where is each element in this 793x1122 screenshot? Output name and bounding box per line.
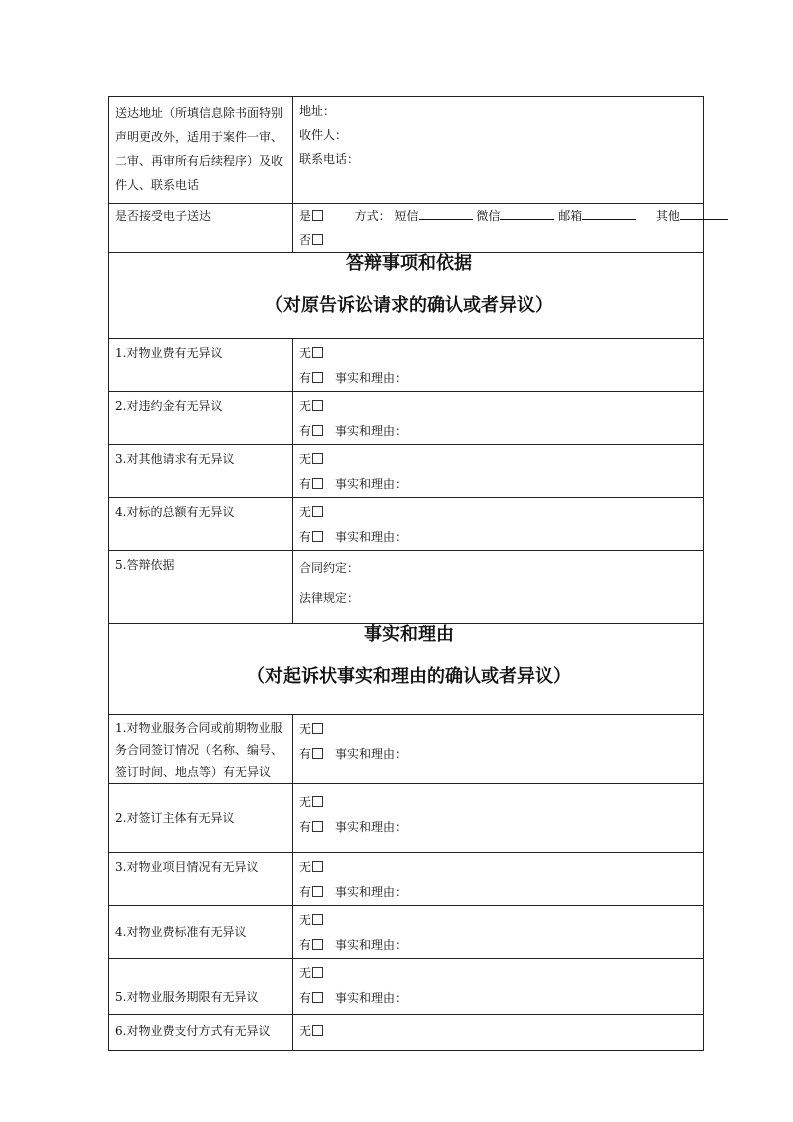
none-checkbox[interactable] <box>312 723 323 734</box>
yes-option-label: 是 <box>299 209 312 223</box>
question-label: 1.对物业费有无异议 <box>115 346 223 360</box>
none-checkbox[interactable] <box>312 967 323 978</box>
question-label: 4.对物业费标准有无异议 <box>115 924 247 939</box>
defense-form-table <box>108 96 704 1051</box>
service-address-row <box>109 97 704 204</box>
sms-label: 短信 <box>394 209 419 223</box>
contract-field[interactable]: 合同约定： <box>299 561 360 575</box>
no-checkbox[interactable] <box>312 234 323 245</box>
electronic-service-options <box>293 204 704 253</box>
question-row <box>109 959 704 1015</box>
yes-checkbox[interactable] <box>312 210 323 221</box>
none-label: 无 <box>299 722 312 736</box>
none-checkbox[interactable] <box>312 914 323 925</box>
has-checkbox[interactable] <box>312 748 323 759</box>
has-label: 有 <box>299 371 312 385</box>
none-label: 无 <box>299 966 312 980</box>
electronic-service-row <box>109 204 704 253</box>
basis-label: 5.答辩依据 <box>115 558 175 572</box>
reason-label: 事实和理由： <box>335 477 408 491</box>
reason-label: 事实和理由： <box>335 820 408 834</box>
answer-cell <box>293 906 704 959</box>
has-label: 有 <box>299 530 312 544</box>
question-label: 3.对其他请求有无异议 <box>115 452 235 466</box>
section2-header <box>109 624 704 715</box>
has-checkbox[interactable] <box>312 821 323 832</box>
section2-subtitle: （对起诉状事实和理由的确认或者异议） <box>247 666 571 687</box>
electronic-label-text: 是否接受电子送达 <box>115 209 212 223</box>
has-label: 有 <box>299 938 312 952</box>
has-checkbox[interactable] <box>312 531 323 542</box>
question-label: 3.对物业项目情况有无异议 <box>115 860 259 874</box>
none-checkbox[interactable] <box>312 400 323 411</box>
none-label: 无 <box>299 795 312 809</box>
has-label: 有 <box>299 747 312 761</box>
question-label: 5.对物业服务期限有无异议 <box>115 990 259 1004</box>
reason-label: 事实和理由： <box>335 371 408 385</box>
electronic-service-label <box>109 204 293 253</box>
answer-cell <box>293 498 704 551</box>
has-label: 有 <box>299 991 312 1005</box>
no-option-label: 否 <box>299 233 312 247</box>
service-address-fields <box>293 97 704 204</box>
section2-title: 事实和理由 <box>364 624 454 645</box>
question-row <box>109 392 704 445</box>
none-checkbox[interactable] <box>312 506 323 517</box>
none-label: 无 <box>299 913 312 927</box>
has-checkbox[interactable] <box>312 478 323 489</box>
has-label: 有 <box>299 424 312 438</box>
has-label: 有 <box>299 820 312 834</box>
reason-label: 事实和理由： <box>335 530 408 544</box>
service-label-line: 声明更改外，适用于案件一审、 <box>115 130 284 144</box>
none-label: 无 <box>299 346 312 360</box>
email-blank[interactable] <box>582 208 636 220</box>
question-label: 6.对物业费支付方式有无异议 <box>115 1024 271 1038</box>
question-row <box>109 853 704 906</box>
recipient-field[interactable]: 收件人： <box>299 128 348 142</box>
has-label: 有 <box>299 885 312 899</box>
none-checkbox[interactable] <box>312 453 323 464</box>
law-field[interactable]: 法律规定： <box>299 591 360 605</box>
question-label-line: 1.对物业服务合同或前期物业服 <box>115 721 283 735</box>
sms-blank[interactable] <box>419 208 473 220</box>
reason-label: 事实和理由： <box>335 885 408 899</box>
none-label: 无 <box>299 505 312 519</box>
phone-field[interactable]: 联系电话： <box>299 152 360 166</box>
question-label: 2.对违约金有无异议 <box>115 399 223 413</box>
question-row <box>109 906 704 959</box>
reason-label: 事实和理由： <box>335 747 408 761</box>
question-row <box>109 715 704 784</box>
reason-label: 事实和理由： <box>335 424 408 438</box>
other-blank[interactable] <box>680 208 728 220</box>
section2-header-row <box>109 624 704 715</box>
question-label: 4.对标的总额有无异议 <box>115 505 235 519</box>
reason-label: 事实和理由： <box>335 938 408 952</box>
address-field[interactable]: 地址： <box>299 104 336 118</box>
service-address-label <box>109 97 293 204</box>
question-row <box>109 445 704 498</box>
none-label: 无 <box>299 860 312 874</box>
has-label: 有 <box>299 477 312 491</box>
question-row <box>109 1015 704 1051</box>
section1-header <box>109 253 704 339</box>
other-label: 其他 <box>655 209 680 223</box>
section1-header-row <box>109 253 704 339</box>
has-checkbox[interactable] <box>312 425 323 436</box>
none-checkbox[interactable] <box>312 796 323 807</box>
basis-row <box>109 551 704 624</box>
wechat-blank[interactable] <box>500 208 554 220</box>
question-row <box>109 784 704 853</box>
has-checkbox[interactable] <box>312 372 323 383</box>
question-label-line: 签订时间、地点等）有无异议 <box>115 765 272 779</box>
none-checkbox[interactable] <box>312 861 323 872</box>
method-label: 方式： <box>354 209 391 223</box>
none-label: 无 <box>299 452 312 466</box>
answer-cell <box>293 959 704 1015</box>
question-label-line: 务合同签订情况（名称、编号、 <box>115 743 284 757</box>
none-label: 无 <box>299 399 312 413</box>
question-row <box>109 339 704 392</box>
question-row <box>109 498 704 551</box>
section1-subtitle: （对原告诉讼请求的确认或者异议） <box>265 295 553 316</box>
has-checkbox[interactable] <box>312 939 323 950</box>
has-checkbox[interactable] <box>312 886 323 897</box>
has-checkbox[interactable] <box>312 992 323 1003</box>
question-label: 2.对签订主体有无异议 <box>115 810 235 825</box>
answer-cell <box>293 1015 704 1051</box>
service-label-line: 件人、联系电话 <box>115 178 200 192</box>
none-checkbox[interactable] <box>312 347 323 358</box>
answer-cell <box>293 339 704 392</box>
basis-cell <box>293 551 704 624</box>
reason-label: 事实和理由： <box>335 991 408 1005</box>
wechat-label: 微信 <box>476 209 501 223</box>
service-label-line: 二审、再审所有后续程序）及收 <box>115 154 284 168</box>
answer-cell <box>293 392 704 445</box>
answer-cell <box>293 445 704 498</box>
none-checkbox[interactable] <box>312 1025 323 1036</box>
answer-cell <box>293 784 704 853</box>
section1-title: 答辩事项和依据 <box>346 253 472 274</box>
service-label-line: 送达地址（所填信息除书面特别 <box>115 106 284 120</box>
email-label: 邮箱 <box>558 209 583 223</box>
answer-cell <box>293 853 704 906</box>
none-label: 无 <box>299 1024 312 1038</box>
answer-cell <box>293 715 704 784</box>
